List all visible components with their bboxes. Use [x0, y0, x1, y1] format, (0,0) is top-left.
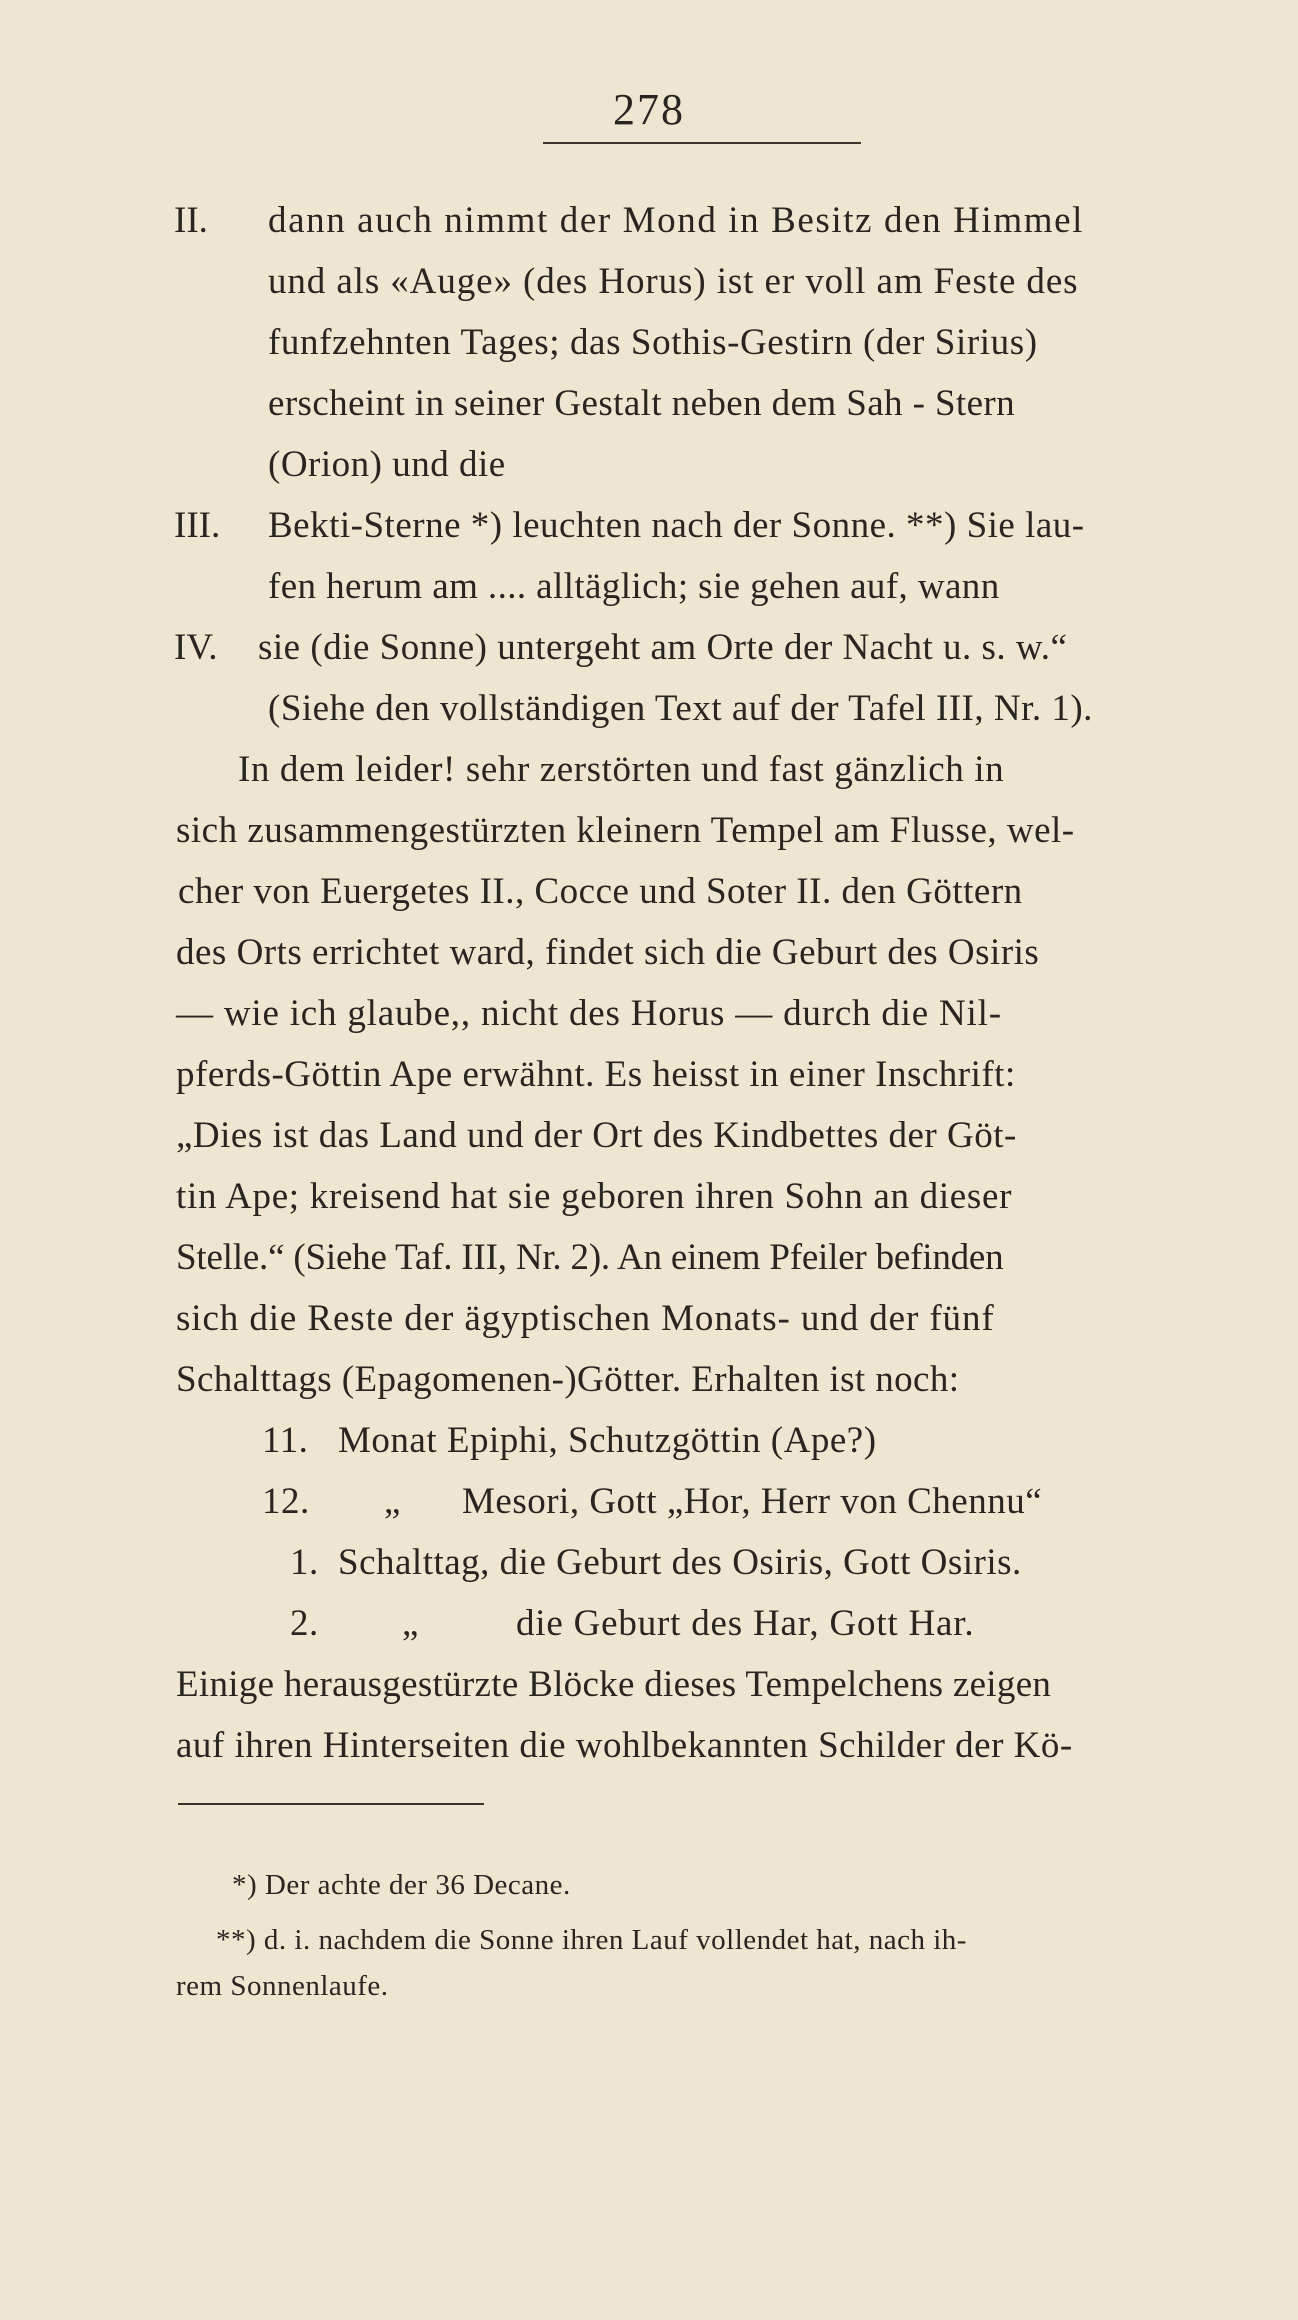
- footnote-rule: [178, 1803, 484, 1805]
- footnote-continuation: rem Sonnenlaufe.: [176, 1970, 389, 2002]
- page-number: 278: [613, 85, 685, 134]
- calendar-entry: Schalttag, die Geburt des Osiris, Gott Osiris.: [338, 1542, 1022, 1583]
- paragraph-line: sich zusammengestürzten kleinern Tempel am Flusse, wel-: [176, 810, 1075, 851]
- paragraph-line: „Dies ist das Land und der Ort des Kindbettes der Göt-: [176, 1115, 1017, 1156]
- paragraph-line: Stelle.“ (Siehe Taf. III, Nr. 2). An einem Pfeiler befinden: [176, 1237, 1004, 1278]
- verse-line: Bekti-Sterne *) leuchten nach der Sonne. **) Sie lau-: [268, 505, 1085, 546]
- verse-line: dann auch nimmt der Mond in Besitz den Himmel: [268, 200, 1084, 241]
- footnote: *) Der achte der 36 Decane.: [232, 1869, 571, 1901]
- calendar-entry: die Geburt des Har, Gott Har.: [516, 1603, 975, 1644]
- ditto-mark: „: [384, 1481, 401, 1522]
- paragraph-line: Schalttags (Epagomenen-)Götter. Erhalten ist noch:: [176, 1359, 960, 1400]
- ditto-mark: „: [402, 1603, 419, 1644]
- verse-line: sie (die Sonne) untergeht am Orte der Nacht u. s. w.“: [258, 627, 1068, 668]
- calendar-entry: Monat Epiphi, Schutzgöttin (Ape?): [338, 1420, 877, 1461]
- paragraph-line: pferds-Göttin Ape erwähnt. Es heisst in einer Inschrift:: [176, 1054, 1016, 1095]
- paragraph-line: cher von Euergetes II., Cocce und Soter II. den Göttern: [178, 871, 1023, 912]
- verse-number: IV.: [174, 627, 218, 668]
- footnote: **) d. i. nachdem die Sonne ihren Lauf vollendet hat, nach ih-: [216, 1924, 967, 1956]
- header-rule: [543, 142, 861, 144]
- calendar-entry: Mesori, Gott „Hor, Herr von Chennu“: [462, 1481, 1043, 1522]
- verse-line: fen herum am .... alltäglich; sie gehen auf, wann: [268, 566, 1000, 607]
- paragraph-line: des Orts errichtet ward, findet sich die Geburt des Osiris: [176, 932, 1040, 973]
- verse-number: II.: [174, 200, 208, 241]
- verse-line: erscheint in seiner Gestalt neben dem Sah - Stern: [268, 383, 1016, 424]
- verse-line: und als «Auge» (des Horus) ist er voll am Feste des: [268, 261, 1079, 302]
- verse-line: (Orion) und die: [268, 444, 506, 485]
- paragraph-line: — wie ich glaube,, nicht des Horus — durch die Nil-: [176, 993, 1002, 1034]
- paragraph-line: Einige herausgestürzte Blöcke dieses Tempelchens zeigen: [176, 1664, 1052, 1705]
- calendar-number: 1.: [290, 1542, 319, 1583]
- verse-line: (Siehe den vollständigen Text auf der Tafel III, Nr. 1).: [268, 688, 1093, 729]
- calendar-number: 12.: [262, 1481, 310, 1522]
- calendar-number: 2.: [290, 1603, 319, 1644]
- paragraph-line: auf ihren Hinterseiten die wohlbekannten Schilder der Kö-: [176, 1725, 1073, 1766]
- paragraph-line: tin Ape; kreisend hat sie geboren ihren Sohn an dieser: [176, 1176, 1013, 1217]
- verse-line: funfzehnten Tages; das Sothis-Gestirn (der Sirius): [268, 322, 1038, 363]
- verse-number: III.: [174, 505, 221, 546]
- paragraph-line: sich die Reste der ägyptischen Monats- und der fünf: [176, 1298, 995, 1339]
- paragraph-line: In dem leider! sehr zerstörten und fast gänzlich in: [238, 749, 1005, 790]
- calendar-number: 11.: [262, 1420, 309, 1461]
